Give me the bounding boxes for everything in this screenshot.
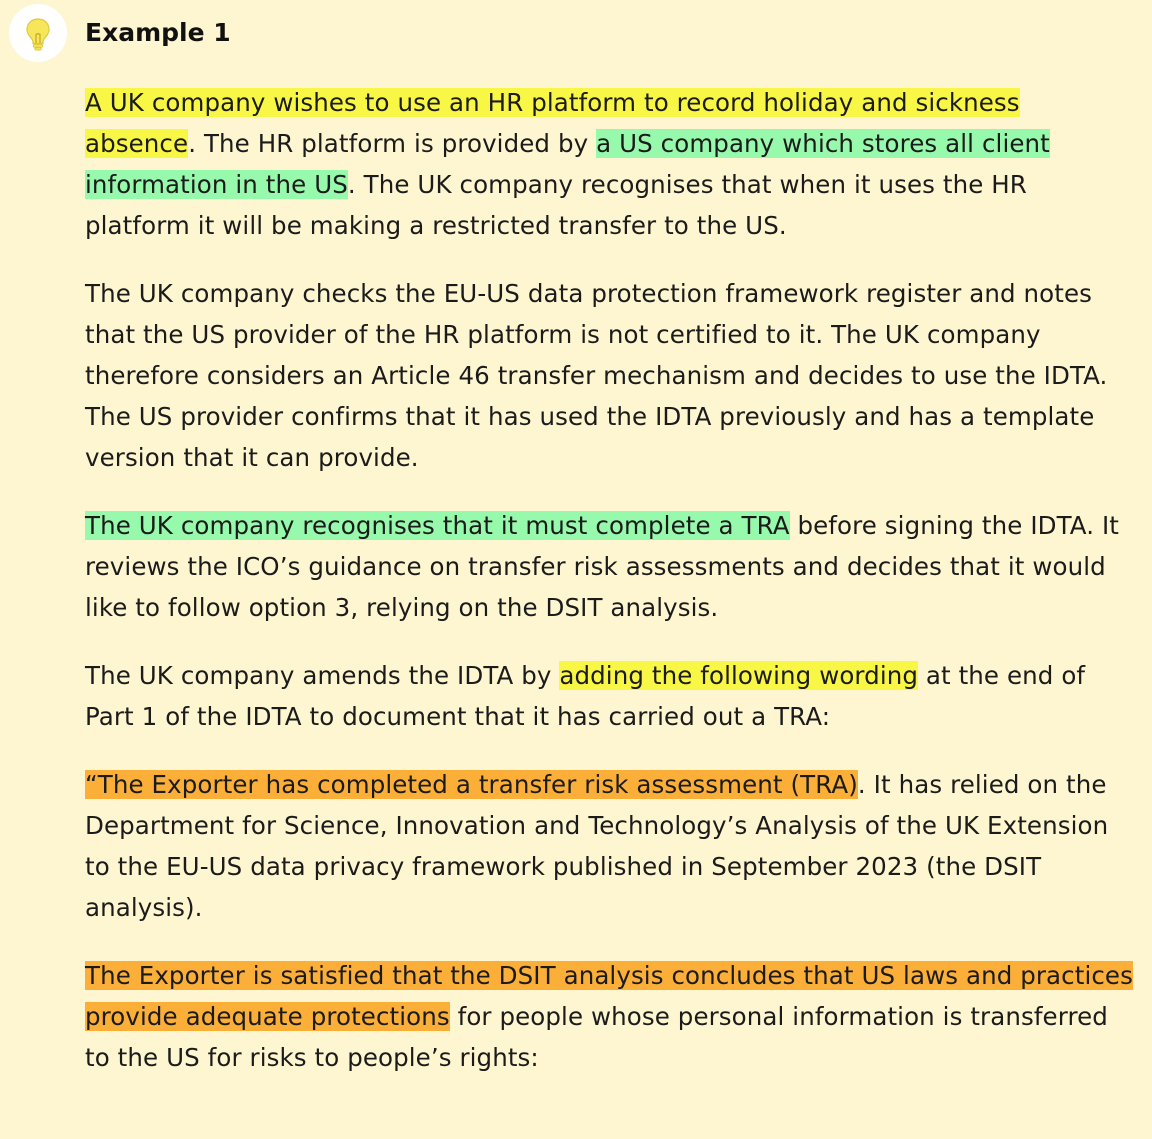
example-body — [85, 82, 1135, 1105]
paragraph-5 — [85, 764, 1135, 928]
paragraph-2: The UK company checks the EU-US data protection framework register and notes that the US provider of the HR platform is not certified to it. The UK company therefore considers an Article 46 transfer mechanism and decides to use the IDTA. The US provider confirms that it has used the IDTA previously and has a template version that it can provide. — [85, 279, 1108, 472]
paragraph-text: . It has relied on the Department for Science, Innovation and Technology’s Analysis of the UK Extension to the EU-US data privacy framework published in September 2023 (the DSIT analysis). — [85, 770, 1109, 922]
highlight-orange: The Exporter is satisfied that the DSIT analysis concludes that US laws and practices provide adequate protections — [85, 961, 1133, 1031]
highlight-yellow: A UK company wishes to use an HR platform to record holiday and sickness absence — [85, 88, 1020, 158]
highlight-orange: “The Exporter has completed a transfer risk assessment (TRA) — [85, 770, 858, 799]
paragraph-text: for people whose personal information is transferred to the US for risks to people’s rights: — [85, 1002, 1108, 1072]
paragraph-3 — [85, 505, 1135, 628]
example-title: Example 1 — [85, 18, 231, 47]
paragraph-text: . The UK company recognises that when it uses the HR platform it will be making a restricted transfer to the US. — [85, 170, 1027, 240]
paragraph-4 — [85, 655, 1135, 737]
paragraph-text: at the end of Part 1 of the IDTA to document that it has carried out a TRA: — [85, 661, 1086, 731]
paragraph-text: before signing the IDTA. It reviews the ICO’s guidance on transfer risk assessments and decides that it would like to follow option 3, relying on the DSIT analysis. — [85, 511, 1120, 622]
paragraph-text: The UK company amends the IDTA by — [85, 661, 560, 690]
paragraph-6 — [85, 955, 1135, 1078]
highlight-green: a US company which stores all client information in the US — [85, 129, 1050, 199]
highlight-yellow: adding the following wording — [559, 661, 918, 690]
paragraph-text: . The HR platform is provided by — [188, 129, 597, 158]
highlight-green: The UK company recognises that it must complete a TRA — [85, 511, 790, 540]
lightbulb-icon-badge — [9, 4, 67, 62]
paragraph-1 — [85, 82, 1135, 246]
lightbulb-icon — [25, 17, 51, 51]
